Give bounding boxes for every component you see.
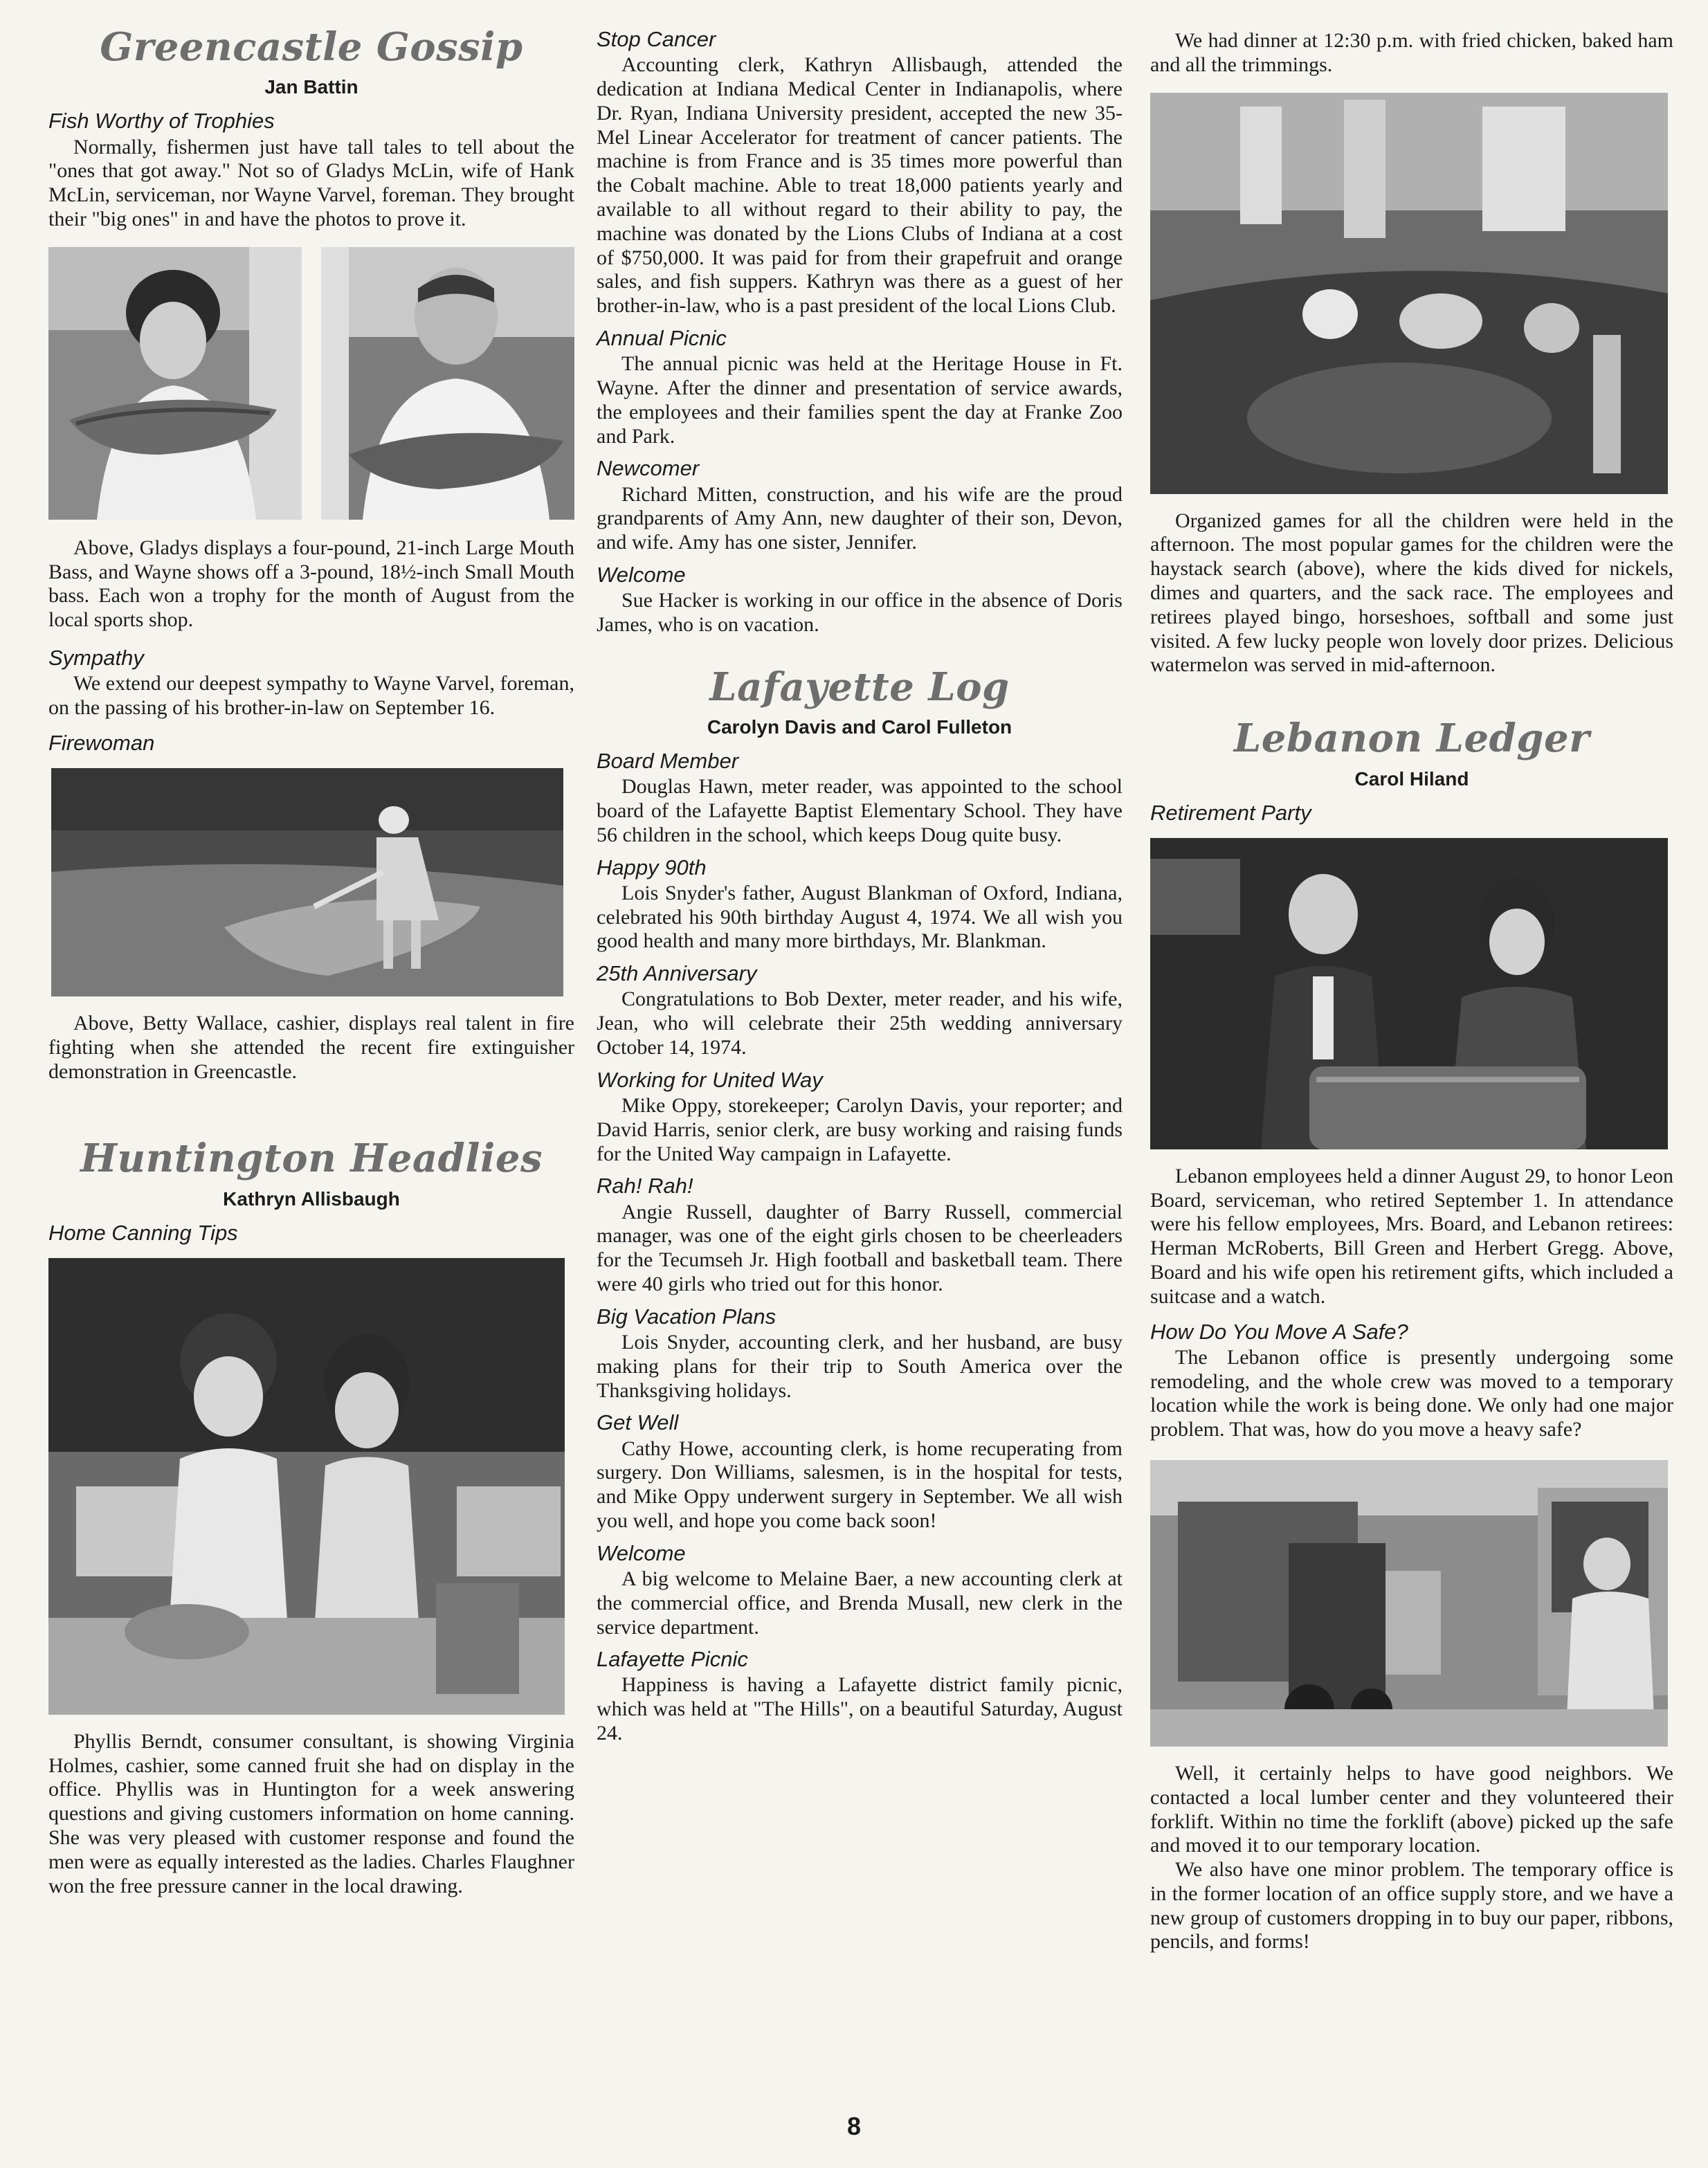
heading-happy-90th: Happy 90th — [597, 855, 707, 880]
article-newcomer: Richard Mitten, construction, and his wife are the proud grandparents of Amy Ann, new daughter of their son, Devon, and wife. Amy has one sister, Jennifer. — [597, 482, 1123, 554]
caption-retirement-party: Lebanon employees held a dinner August 29, to honor Leon Board, serviceman, who retired September 1. In attendance were his fellow employees, Mrs. Board, and Lebanon retirees: Herman McRoberts, Bill Green and Herbert Gregg. Above, Board and his wife open his retirement gifts, which included a suitcase and a watch. — [1150, 1164, 1673, 1308]
byline-huntington: Kathryn Allisbaugh — [223, 1187, 400, 1210]
section-title-lebanon: Lebanon Ledger — [1233, 716, 1590, 762]
article-annual-picnic: The annual picnic was held at the Heritage House in Ft. Wayne. After the dinner and presentation of service awards, the employees and their families spent the day at Franke Zoo and Park. — [597, 352, 1123, 448]
article-happy-90th: Lois Snyder's father, August Blankman of Oxford, Indiana, celebrated his 90th birthday August 4, 1974. We all wish you good health and many more birthdays, Mr. Blankman. — [597, 881, 1123, 953]
caption-fish-photos: Above, Gladys displays a four-pound, 21-inch Large Mouth Bass, and Wayne shows off a 3-pound, 18½-inch Small Mouth bass. Each won a trophy for the month of August from the local sports shop. — [48, 536, 574, 632]
article-stop-cancer: Accounting clerk, Kathryn Allisbaugh, attended the dedication at Indiana Medical Center in Indianapolis, where Dr. Ryan, Indiana University president, accepted the new 35-Mel Linear Accelerator for treatment of cancer patients. The machine is from France and is 35 times more powerful than the Cobalt machine. Able to treat 18,000 patients yearly and available to all without regard to their ability to pay, the machine was donated by the Lions Clubs of Indiana at a cost of $750,000. It was paid for from their grapefruit and orange sales, and fish suppers. Kathryn was there as a guest of her brother-in-law, who is a past president of the local Lions Club. — [597, 53, 1123, 318]
photo-gladys-bass — [48, 247, 302, 520]
heading-stop-cancer: Stop Cancer — [597, 27, 716, 51]
heading-sympathy: Sympathy — [48, 645, 144, 670]
fish-photos — [48, 247, 574, 520]
heading-united-way: Working for United Way — [597, 1067, 823, 1092]
photo-forklift-safe — [1150, 1460, 1668, 1747]
section-title-lafayette: Lafayette Log — [709, 664, 1010, 710]
article-picnic-dinner: We had dinner at 12:30 p.m. with fried chicken, baked ham and all the trimmings. — [1150, 29, 1673, 76]
byline-lebanon: Carol Hiland — [1354, 767, 1469, 790]
caption-firewoman: Above, Betty Wallace, cashier, displays real talent in fire fighting when she attended the recent fire extinguisher demonstration in Greencastle. — [48, 1011, 574, 1083]
photo-firewoman — [51, 768, 563, 996]
article-move-a-safe-2: Well, it certainly helps to have good neighbors. We contacted a local lumber center and they volunteered their forklift. Within no time the forklift (above) picked up the safe and moved it to our temporary location. — [1150, 1761, 1673, 1857]
photo-home-canning — [48, 1258, 565, 1715]
heading-25th-anniversary: 25th Anniversary — [597, 961, 757, 986]
heading-welcome-huntington: Welcome — [597, 562, 686, 587]
heading-firewoman: Firewoman — [48, 730, 155, 755]
heading-rah-rah: Rah! Rah! — [597, 1174, 693, 1199]
article-move-a-safe-3: We also have one minor problem. The temporary office is in the former location of an office supply store, and we have a new group of customers dropping in to buy our paper, ribbons, pencils, and forms! — [1150, 1858, 1673, 1953]
heading-newcomer: Newcomer — [597, 456, 700, 481]
photo-haystack-search — [1150, 93, 1668, 494]
page-number: 8 — [846, 2112, 862, 2140]
section-title-huntington: Huntington Headlies — [80, 1136, 543, 1182]
caption-home-canning: Phyllis Berndt, consumer consultant, is showing Virginia Holmes, cashier, some canned fruit she had on display in the office. Phyllis was in Huntington for a week answering questions and giving customers information on home canning. She was very pleased with customer response and found the men were as equally interested as the ladies. Charles Flaughner won the free pressure canner in the local drawing. — [48, 1729, 574, 1897]
section-title-greencastle: Greencastle Gossip — [100, 24, 523, 70]
heading-welcome-lafayette: Welcome — [597, 1540, 686, 1565]
article-welcome-huntington: Sue Hacker is working in our office in the absence of Doris James, who is on vacation. — [597, 589, 1123, 636]
heading-board-member: Board Member — [597, 749, 739, 774]
photo-wayne-bass — [321, 247, 574, 520]
heading-retirement-party: Retirement Party — [1150, 800, 1311, 825]
byline-lafayette: Carolyn Davis and Carol Fulleton — [707, 716, 1012, 738]
article-get-well: Cathy Howe, accounting clerk, is home recuperating from surgery. Don Williams, salesmen, is in the hospital for tests, and Mike Oppy underwent surgery in September. We all wish you well, and hope you come back soon! — [597, 1437, 1123, 1532]
column-3 — [1150, 29, 1673, 1954]
article-united-way: Mike Oppy, storekeeper; Carolyn Davis, your reporter; and David Harris, senior clerk, are busy working and raising funds for the United Way campaign in Lafayette. — [597, 1094, 1123, 1165]
article-welcome-lafayette: A big welcome to Melaine Baer, a new accounting clerk at the commercial office, and Brenda Musall, new clerk in the service department. — [597, 1567, 1123, 1639]
heading-lafayette-picnic: Lafayette Picnic — [597, 1647, 748, 1672]
column-2 — [597, 26, 1123, 1746]
article-25th-anniversary: Congratulations to Bob Dexter, meter reader, and his wife, Jean, who will celebrate their 25th wedding anniversary October 14, 1974. — [597, 987, 1123, 1059]
article-fish-trophies: Normally, fishermen just have tall tales to tell about the "ones that got away." Not so of Gladys McLin, wife of Hank McLin, serviceman, nor Wayne Varvel, foreman. They brought their "big ones" in and have the photos to prove it. — [48, 135, 574, 230]
heading-fish-trophies: Fish Worthy of Trophies — [48, 109, 275, 134]
heading-annual-picnic: Annual Picnic — [597, 325, 727, 350]
article-lafayette-picnic: Happiness is having a Lafayette district family picnic, which was held at "The Hills", on a beautiful Saturday, August 24. — [597, 1673, 1123, 1745]
column-1 — [48, 25, 574, 1898]
article-picnic-games: Organized games for all the children were held in the afternoon. The most popular games for the children were the haystack search (above), where the kids dived for nickels, dimes and quarters, and the sack race. The employees and retirees played bingo, horseshoes, softball and some just visited. A few lucky people won lovely door prizes. Delicious watermelon was served in mid-afternoon. — [1150, 509, 1673, 677]
heading-move-a-safe: How Do You Move A Safe? — [1150, 1319, 1408, 1344]
article-rah-rah: Angie Russell, daughter of Barry Russell, commercial manager, was one of the eight girls chosen to be cheerleaders for the Tecumseh Jr. High football and basketball team. There were 40 girls who tried out for this honor. — [597, 1200, 1123, 1295]
byline-greencastle: Jan Battin — [264, 76, 358, 98]
heading-home-canning: Home Canning Tips — [48, 1220, 238, 1245]
article-big-vacation: Lois Snyder, accounting clerk, and her husband, are busy making plans for their trip to South America over the Thanksgiving holidays. — [597, 1330, 1123, 1402]
article-move-a-safe: The Lebanon office is presently undergoing some remodeling, and the whole crew was moved to a temporary location while the work is being done. We only had one major problem. That was, how do you move a heavy safe? — [1150, 1345, 1673, 1441]
article-sympathy: We extend our deepest sympathy to Wayne Varvel, foreman, on the passing of his brother-in-law on September 16. — [48, 672, 574, 719]
heading-get-well: Get Well — [597, 1410, 679, 1435]
article-board-member: Douglas Hawn, meter reader, was appointed to the school board of the Lafayette Baptist Elementary School. They have 56 children in the school, which keeps Doug quite busy. — [597, 775, 1123, 846]
heading-big-vacation: Big Vacation Plans — [597, 1304, 776, 1329]
photo-retirement-party — [1150, 838, 1668, 1149]
